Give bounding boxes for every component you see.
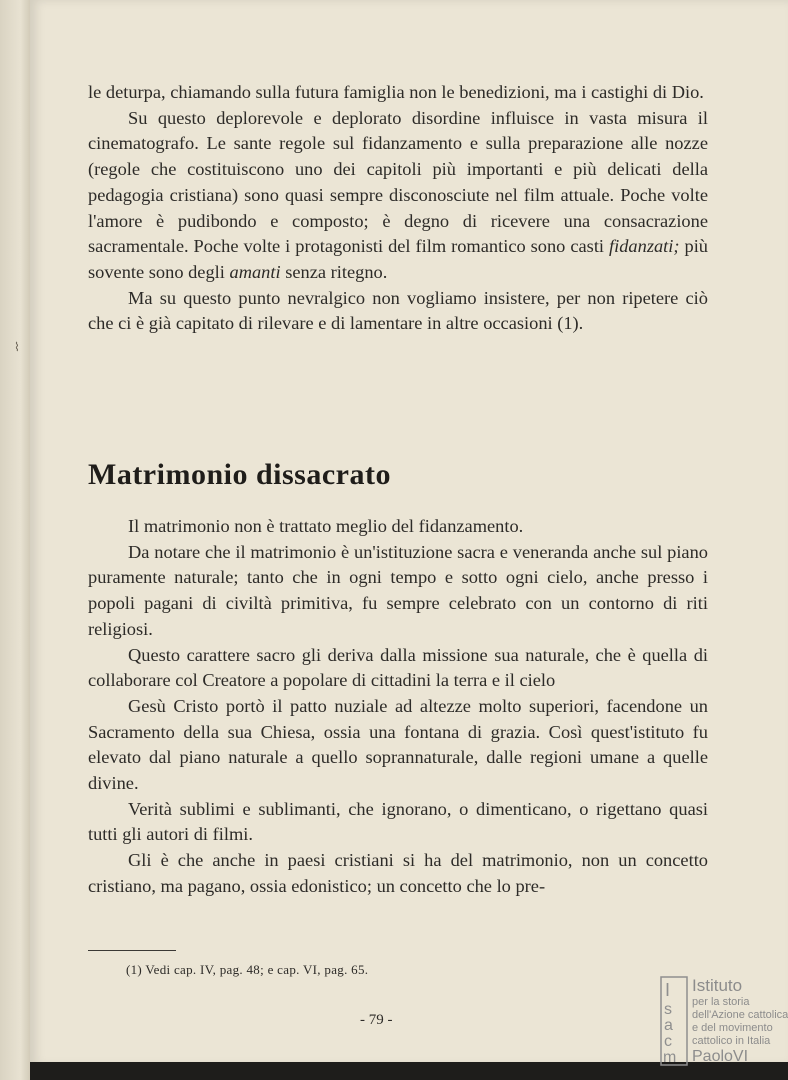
paragraph-text: senza ritegno. bbox=[280, 261, 388, 282]
watermark-line: dell'Azione cattolica bbox=[692, 1009, 788, 1021]
paragraph: Il matrimonio non è trattato meglio del fidanzamento. bbox=[128, 516, 524, 536]
watermark-line: per la storia bbox=[692, 996, 750, 1008]
footnote: (1) Vedi cap. IV, pag. 48; e cap. VI, pag. 65. bbox=[126, 962, 369, 977]
watermark-line: cattolico in Italia bbox=[692, 1035, 771, 1047]
watermark-line: Istituto bbox=[692, 976, 743, 995]
paragraph: Verità sublimi e sublimanti, che ignorano, o dimenticano, o rigettano quasi tutti gli autori di filmi. bbox=[88, 798, 708, 845]
page-number: - 79 - bbox=[360, 1012, 393, 1028]
section-title: Matrimonio dissacrato bbox=[88, 458, 391, 491]
paragraph-fidanzamento bbox=[88, 106, 708, 286]
italic-fidanzati: fidanzati; bbox=[609, 236, 680, 257]
footnote-rule bbox=[88, 950, 176, 951]
svg-text:c: c bbox=[664, 1033, 672, 1050]
paragraph: Questo carattere sacro gli deriva dalla missione sua naturale, che è quella di collaborare col Creatore a popolare di cittadini la terra e il cielo bbox=[88, 644, 708, 691]
svg-text:a: a bbox=[664, 1017, 673, 1034]
watermark-line: e del movimento bbox=[692, 1022, 773, 1034]
paragraph: Gesù Cristo portò il patto nuziale ad altezze molto superiori, facendone un Sacramento della sua Chiesa, ossia una fontana di grazia. Così quest'istituto fu elevato dal piano naturale a quello soprannaturale, dalle regioni umane a quelle divine. bbox=[88, 695, 708, 794]
book-spine bbox=[0, 0, 34, 1080]
isacem-logo-icon bbox=[660, 976, 688, 1066]
paragraph: Da notare che il matrimonio è un'istituzione sacra e veneranda anche sul piano puramente naturale; tanto che in ogni tempo e sotto ogni cielo, anche presso i popoli pagani di civiltà primitiva, fu sempre celebrato con un contorno di riti religiosi. bbox=[88, 541, 708, 639]
svg-text:s: s bbox=[664, 1001, 672, 1018]
margin-pencil-mark: ⌇ bbox=[14, 340, 20, 354]
paragraph-text: Su questo deplorevole e deplorato disordine influisce in vasta misura il cinematografo. Le sante regole sul fidanzamento e sulla preparazione alle nozze (regole che costituiscono uno dei capitoli più importanti e più delicati della pedagogia cristiana) sono quasi sempre disconosciute nel film attuale. Poche volte l'amore è pudibondo e composto; è degno di ricevere una consacrazione sacramentale. Poche volte i protagonisti del film romantico sono casti bbox=[88, 107, 708, 257]
paragraph: Gli è che anche in paesi cristiani si ha del matrimonio, non un concetto cristiano, ma pagano, ossia edonistico; un concetto che lo pre- bbox=[88, 850, 708, 896]
svg-text:I: I bbox=[665, 980, 671, 1000]
paragraph-nevralgico: Ma su questo punto nevralgico non vogliamo insistere, per non ripetere ciò che ci è già capitato di rilevare e di lamentare in altre occasioni (1). bbox=[88, 287, 708, 334]
svg-text:m: m bbox=[663, 1049, 677, 1066]
italic-amanti: amanti bbox=[229, 261, 281, 282]
watermark bbox=[660, 976, 788, 1066]
paragraph-text: più sovente sono degli bbox=[88, 236, 708, 282]
paragraph-continued: le deturpa, chiamando sulla futura famiglia non le benedizioni, ma i castighi di Dio. bbox=[88, 82, 704, 102]
body-text-top bbox=[88, 80, 708, 337]
body-text-bottom bbox=[88, 514, 708, 900]
watermark-line: PaoloVI bbox=[692, 1048, 749, 1065]
